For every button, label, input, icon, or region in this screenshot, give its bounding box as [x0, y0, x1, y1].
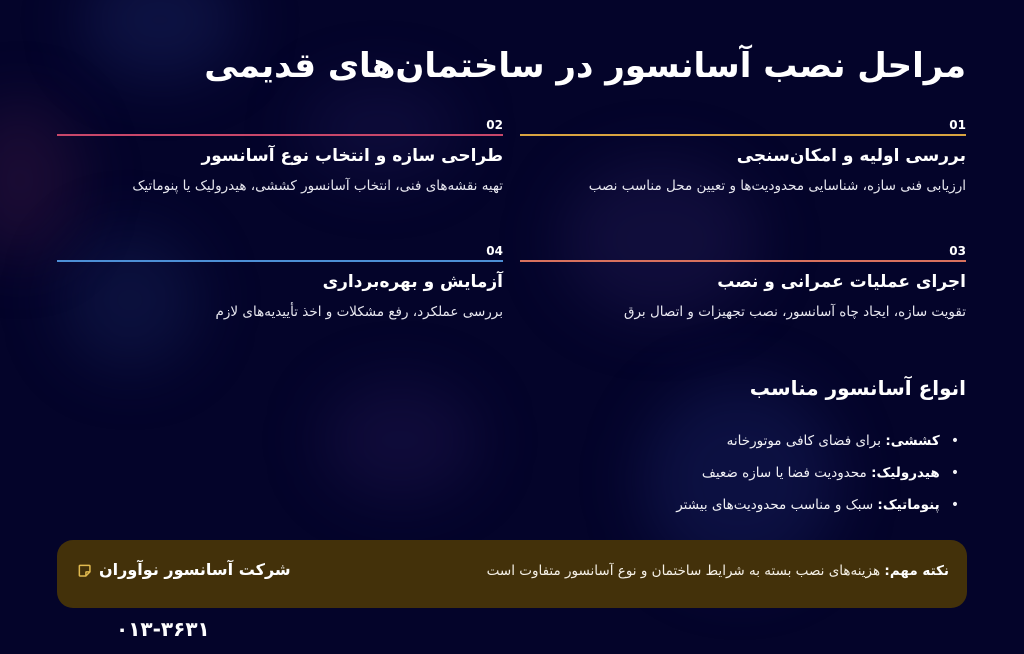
sticky-note-icon: [77, 563, 92, 578]
bullet-icon: •: [950, 497, 960, 513]
list-item: [676, 462, 966, 494]
step-description: تقویت سازه، ایجاد چاه آسانسور، نصب تجهیزات و اتصال برق: [623, 304, 966, 320]
list-item: [676, 494, 966, 526]
step-card-03: [520, 244, 966, 320]
step-title: بررسی اولیه و امکان‌سنجی: [736, 146, 966, 166]
list-item: [676, 430, 966, 462]
important-note-banner: [57, 540, 967, 608]
step-number: 03: [949, 244, 966, 258]
company-name: شرکت آسانسور نوآوران: [99, 560, 291, 579]
phone-number: ۰۱۳-۳۶۳۱: [116, 617, 210, 641]
note-label: نکته مهم:: [884, 563, 949, 579]
note-message: [487, 563, 949, 579]
elevator-types-heading: انواع آسانسور مناسب: [749, 376, 966, 400]
step-description: بررسی عملکرد، رفع مشکلات و اخذ تأییدیه‌های لازم: [215, 304, 503, 320]
type-name: کششی:: [885, 433, 940, 449]
step-number: 04: [486, 244, 503, 258]
note-text: هزینه‌های نصب بسته به شرایط ساختمان و نوع آسانسور متفاوت است: [486, 563, 885, 579]
page-title: مراحل نصب آسانسور در ساختمان‌های قدیمی: [204, 46, 966, 86]
step-card-04: [57, 244, 503, 320]
step-divider: [57, 134, 503, 136]
type-description: سبک و مناسب محدودیت‌های بیشتر: [676, 497, 878, 513]
elevator-types-list: [676, 430, 966, 526]
bullet-icon: •: [950, 433, 960, 449]
step-card-02: [57, 118, 503, 194]
step-description: ارزیابی فنی سازه، شناسایی محدودیت‌ها و تعیین محل مناسب نصب: [588, 178, 966, 194]
step-description: تهیه نقشه‌های فنی، انتخاب آسانسور کششی، هیدرولیک یا پنوماتیک: [132, 178, 503, 194]
step-card-01: [520, 118, 966, 194]
step-divider: [57, 260, 503, 262]
background-glow: [320, 380, 480, 500]
step-number: 02: [486, 118, 503, 132]
step-number: 01: [949, 118, 966, 132]
step-divider: [520, 260, 966, 262]
step-divider: [520, 134, 966, 136]
type-description: محدودیت فضا یا سازه ضعیف: [701, 465, 872, 481]
step-title: طراحی سازه و انتخاب نوع آسانسور: [201, 146, 503, 166]
bullet-icon: •: [950, 465, 960, 481]
type-name: پنوماتیک:: [877, 497, 940, 513]
type-description: برای فضای کافی موتورخانه: [726, 433, 886, 449]
step-title: آزمایش و بهره‌برداری: [322, 272, 503, 292]
step-title: اجرای عملیات عمرانی و نصب: [717, 272, 966, 292]
type-name: هیدرولیک:: [871, 465, 940, 481]
